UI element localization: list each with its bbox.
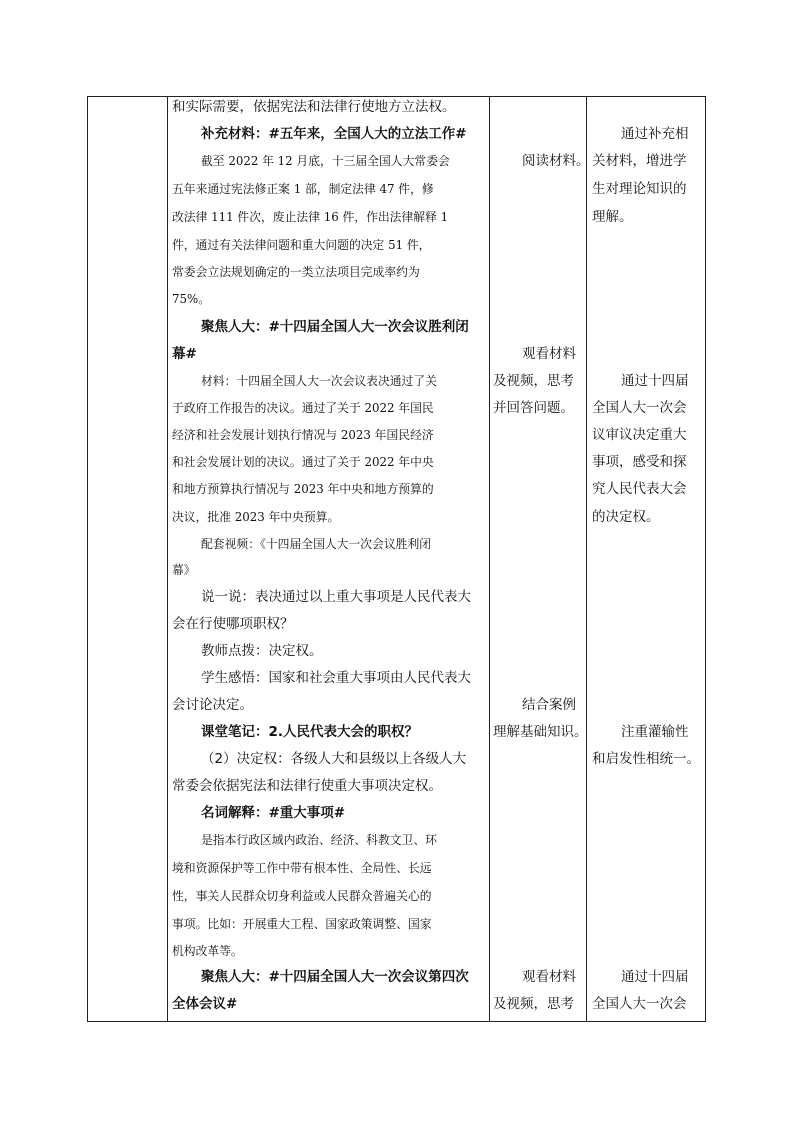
video-line: 配套视频：《十四届全国人大一次会议胜利闭 xyxy=(201,537,432,551)
intent-line: 全国人大一次会 xyxy=(592,996,687,1012)
activity-line: 并回答问题。 xyxy=(493,400,574,416)
intent-line: 生对理论知识的 xyxy=(592,181,687,197)
content-line: 于政府工作报告的决议。通过了关于 2022 年国民 xyxy=(172,401,434,415)
content-line: 会讨论决定。 xyxy=(172,697,253,713)
intent-line: 和启发性相统一。 xyxy=(592,751,700,767)
notes-heading: 课堂笔记：2.人民代表大会的职权？ xyxy=(201,724,419,740)
activity-line: 及视频，思考 xyxy=(493,373,574,389)
content-line: 材料：十四届全国人大一次会议表决通过了关 xyxy=(201,374,437,388)
activity-line: 阅读材料。 xyxy=(522,153,590,169)
intent-line: 关材料，增进学 xyxy=(592,153,687,169)
supplement-heading: 补充材料：#五年来，全国人大的立法工作# xyxy=(201,126,467,142)
content-line: 教师点拨：决定权。 xyxy=(201,643,323,659)
focus-heading: 全体会议# xyxy=(172,996,238,1012)
focus-heading: 聚焦人大：#十四届全国人大一次会议第四次 xyxy=(201,969,469,985)
activity-line: 观看材料 xyxy=(522,346,576,362)
focus-heading: 聚焦人大：#十四届全国人大一次会议胜利闭 xyxy=(201,319,469,335)
content-line: 五年来通过宪法修正案 1 部，制定法律 47 件，修 xyxy=(172,182,434,196)
content-line: 经济和社会发展计划执行情况与 2023 年国民经济 xyxy=(172,428,434,442)
content-line: 学生感悟：国家和社会重大事项由人民代表大 xyxy=(201,670,471,686)
column-divider xyxy=(586,96,587,1022)
intent-line: 通过十四届 xyxy=(621,969,689,985)
content-line: 件，通过有关法律问题和重大问题的决定 51 件， xyxy=(172,238,431,252)
activity-line: 理解基础知识。 xyxy=(493,724,588,740)
content-line: 和地方预算执行情况与 2023 年中央和地方预算的 xyxy=(172,482,434,496)
content-line: 和社会发展计划的决议。通过了关于 2022 年中央 xyxy=(172,455,434,469)
content-line: 截至 2022 年 12 月底，十三届全国人大常委会 xyxy=(201,154,450,168)
content-line: 事项。比如：开展重大工程、国家政策调整、国家 xyxy=(172,917,432,931)
term-heading: 名词解释：#重大事项# xyxy=(201,805,346,821)
intent-line: 通过补充相 xyxy=(621,126,689,142)
content-line: 说一说：表决通过以上重大事项是人民代表大 xyxy=(201,589,471,605)
focus-heading: 幕# xyxy=(172,346,197,362)
intent-line: 全国人大一次会 xyxy=(592,400,687,416)
content-line: 改法律 111 件次，废止法律 16 件，作出法律解释 1 xyxy=(172,210,449,224)
content-line: 75%。 xyxy=(172,292,211,306)
column-divider xyxy=(489,96,490,1022)
column-divider xyxy=(167,96,168,1022)
intent-line: 的决定权。 xyxy=(592,509,660,525)
content-line: 境和资源保护等工作中带有根本性、全局性、长远 xyxy=(172,861,432,875)
intent-line: 究人民代表大会 xyxy=(592,481,687,497)
intent-line: 通过十四届 xyxy=(621,373,689,389)
content-line: 常委会立法规划确定的一类立法项目完成率约为 xyxy=(172,265,420,279)
activity-line: 结合案例 xyxy=(522,697,576,713)
activity-line: 观看材料 xyxy=(522,969,576,985)
content-line: 是指本行政区域内政治、经济、科教文卫、环 xyxy=(201,833,437,847)
intent-line: 理解。 xyxy=(592,209,633,225)
intent-line: 事项，感受和探 xyxy=(592,454,687,470)
video-line: 幕》 xyxy=(172,563,196,577)
content-line: 机构改革等。 xyxy=(172,944,243,958)
content-line: 性，事关人民群众切身利益或人民群众普遍关心的 xyxy=(172,889,432,903)
content-line: 和实际需要，依据宪法和法律行使地方立法权。 xyxy=(172,99,456,115)
content-line: （2）决定权：各级人大和县级以上各级人大 xyxy=(201,751,467,767)
content-line: 决议，批准 2023 年中央预算。 xyxy=(172,510,340,524)
intent-line: 议审议决定重大 xyxy=(592,427,687,443)
activity-line: 及视频，思考 xyxy=(493,996,574,1012)
content-line: 常委会依据宪法和法律行使重大事项决定权。 xyxy=(172,778,442,794)
content-line: 会在行使哪项职权？ xyxy=(172,616,294,632)
intent-line: 注重灌输性 xyxy=(621,724,689,740)
